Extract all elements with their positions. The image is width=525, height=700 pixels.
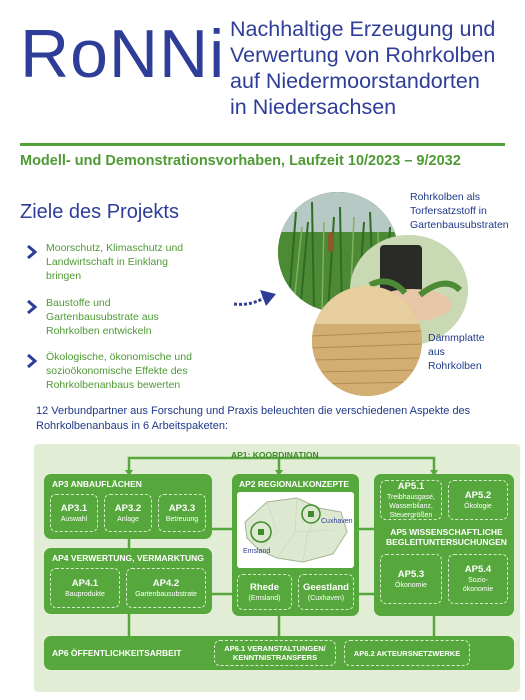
ap5-title: AP5 WISSENSCHAFTLICHE BEGLEITUNTERSUCHUNGEN [386, 527, 507, 547]
project-subtitle: Modell- und Demonstrationsvorhaben, Laufzeit 10/2023 – 9/2032 [20, 153, 461, 169]
chevron-right-icon [26, 245, 38, 259]
ap4-2-tile: AP4.2 Gartenbausubstrate [126, 568, 206, 608]
ap5-2-tile: AP5.2 Ökologie [448, 480, 508, 520]
ap3-box [44, 474, 212, 539]
ap4-1-tile: AP4.1 Bauprodukte [50, 568, 120, 608]
goal-item: Moorschutz, Klimaschutz und Landwirtschaft in Einklang bringen [26, 241, 226, 283]
substrate-caption: Rohrkolben als Torfersatzstoff in Gartenbausubstraten [410, 191, 509, 231]
work-package-diagram [34, 444, 520, 692]
goal-item: Baustoffe und Gartenbausubstrate aus Rohrkolben entwickeln [26, 296, 226, 338]
plate-caption: Dämmplatte aus Rohrkolben [428, 332, 485, 372]
map-panel [237, 492, 354, 568]
map-label-emsland: Emsland [243, 548, 271, 555]
map-label-cuxhaven: Cuxhaven [321, 518, 353, 525]
ap3-1-tile: AP3.1 Auswahl [50, 494, 98, 532]
ap1-label: AP1: KOORDINATION [231, 450, 319, 460]
ap5-1-tile: AP5.1 Treibhausgase, Wasserbilanz, Steuergrößen [380, 480, 442, 520]
ap4-box [44, 548, 212, 614]
ap5-box [374, 474, 514, 616]
divider [20, 143, 505, 146]
chevron-right-icon [26, 354, 38, 368]
ap2-title: AP2 REGIONALKONZEPTE [239, 479, 350, 489]
ap6-box [44, 636, 514, 670]
ap6-title: AP6 ÖFFENTLICHKEITSARBEIT [52, 648, 182, 658]
ap5-4-tile: AP5.4 Sozio- ökonomie [448, 554, 508, 604]
ap6-2-tile: AP6.2 AKTEURSNETZWERKE [344, 640, 470, 666]
ap3-2-tile: AP3.2 Anlage [104, 494, 152, 532]
insulation-plate-photo [312, 286, 422, 396]
ap6-1-tile: AP6.1 VERANSTALTUNGEN/ KENNTNISTRANSFERS [214, 640, 336, 666]
goal-item: Ökologische, ökonomische und sozioökonomische Effekte des Rohrkolbenanbaus bewerten [26, 350, 226, 392]
ap2-box [232, 474, 359, 616]
ap4-title: AP4 VERWERTUNG, VERMARKTUNG [52, 553, 204, 563]
chevron-right-icon [26, 300, 38, 314]
goals-heading: Ziele des Projekts [20, 201, 179, 223]
project-title: Nachhaltige Erzeugung und Verwertung von Rohrkolben auf Niedermoorstandorten in Niedersachsen [230, 17, 496, 119]
ap3-3-tile: AP3.3 Betreuung [158, 494, 206, 532]
lower-saxony-map [237, 492, 354, 568]
ap5-3-tile: AP5.3 Ökonomie [380, 554, 442, 604]
ap2-rhede-tile: Rhede (Emsland) [237, 574, 292, 610]
dashed-arrow-icon [232, 286, 282, 310]
ap3-title: AP3 ANBAUFLÄCHEN [52, 479, 142, 489]
intro-text: 12 Verbundpartner aus Forschung und Praxis beleuchten die verschiedenen Aspekte des Rohrkolbenanbaus in 6 Arbeitspaketen: [36, 405, 471, 432]
project-logo: RoNNi [20, 16, 226, 92]
ap2-geestland-tile: Geestland (Cuxhaven) [298, 574, 354, 610]
insulation-plate-illustration [312, 286, 422, 396]
